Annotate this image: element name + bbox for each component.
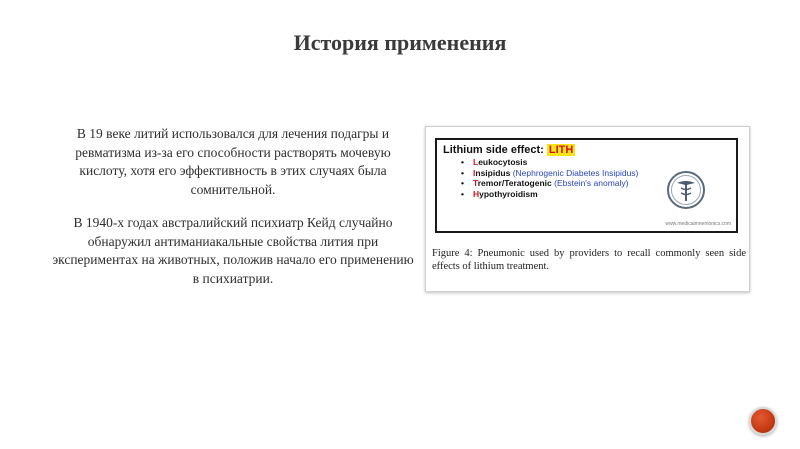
list-item — [461, 178, 638, 189]
list-item — [461, 168, 638, 179]
mnemonic-note: (Nephrogenic Diabetes Insipidus) — [512, 167, 639, 178]
mnemonic-box — [435, 138, 738, 233]
mnemonic-term: nsipidus — [475, 167, 511, 178]
bullet-icon: • — [461, 178, 464, 188]
figure-caption — [432, 247, 746, 273]
mnemonic-term: eukocytosis — [478, 157, 528, 167]
mnemonic-term: ypothyroidism — [479, 188, 538, 199]
paragraph-cade-discovery: В 1940-х годах австралийский психиатр Кейд случайно обнаружил антиманиакальные свойства лития при экспериментах на животных, положив начало его применению в психиатрии. — [52, 215, 414, 286]
paragraph-gout-history: В 19 веке литий использовался для лечения подагры и ревматизма из-за его способности растворять мочевую кислоту, хотя его эффективность в этих случаях была сомнительной. — [75, 126, 391, 197]
list-item — [461, 157, 638, 168]
source-url: www.medicalmnemonics.com — [665, 221, 731, 227]
slide-title: История применения — [293, 30, 507, 55]
mnemonic-term: remor/Teratogenic — [477, 178, 552, 188]
mnemonic-heading-label: Lithium side effect: — [443, 144, 544, 156]
mnemonic-letter: T — [473, 178, 478, 188]
list-item — [461, 189, 638, 200]
mnemonic-list — [461, 157, 638, 199]
mnemonic-letter: H — [473, 188, 480, 199]
mnemonic-word: LITH — [548, 144, 574, 156]
mnemonic-letter: L — [473, 157, 479, 167]
bullet-icon: • — [461, 167, 464, 178]
bullet-icon: • — [461, 157, 464, 167]
caption-label: Figure 4: — [432, 248, 473, 259]
figure-card — [425, 126, 750, 292]
next-slide-button[interactable] — [749, 407, 777, 435]
bullet-icon: • — [461, 188, 464, 199]
caption-text: Pneumonic used by providers to recall commonly seen side effects of lithium treatment. — [432, 248, 746, 272]
mnemonic-heading — [443, 144, 575, 156]
body-text — [52, 125, 414, 303]
caduceus-emblem-icon — [666, 170, 706, 210]
mnemonic-note: (Ebstein's anomaly) — [554, 178, 629, 188]
mnemonic-letter: I — [473, 167, 476, 178]
